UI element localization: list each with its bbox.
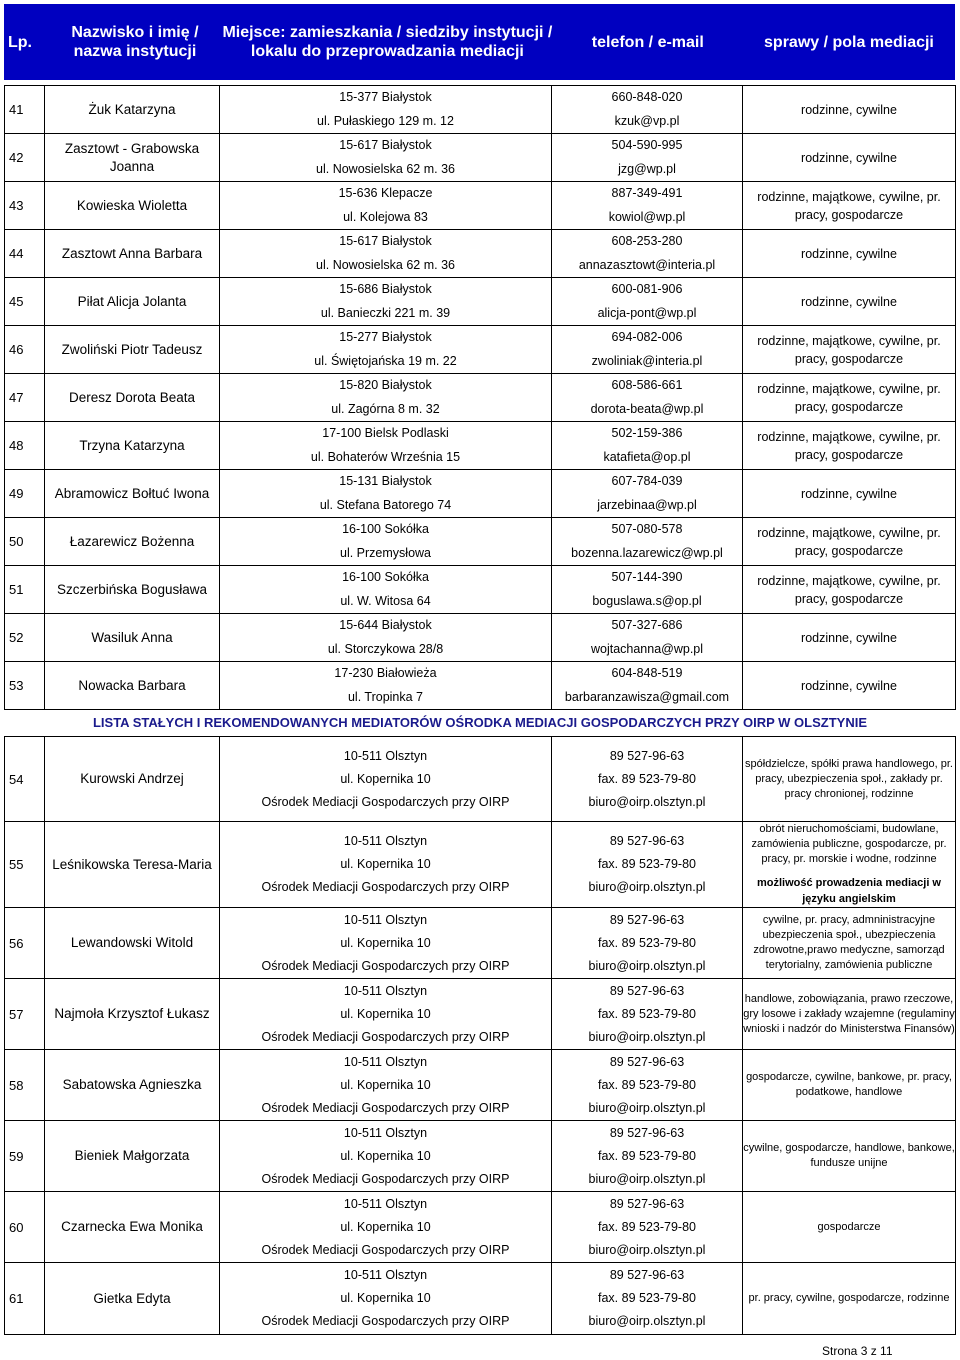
address-street: ul. Kopernika 10 xyxy=(340,1148,431,1163)
address-street: ul. Kopernika 10 xyxy=(340,935,431,950)
table-row xyxy=(5,614,956,662)
phone-number: 89 527-96-63 xyxy=(609,748,685,763)
mediator-address xyxy=(220,908,552,979)
mediator-name: Wasiluk Anna xyxy=(45,614,220,662)
language-note: możliwość prowadzenia mediacji w języku angielskim xyxy=(757,877,941,905)
header-contact: telefon / e-mail xyxy=(591,33,704,51)
address-city: 10-511 Olsztyn xyxy=(343,748,428,763)
table-row xyxy=(5,908,956,979)
mediator-contact xyxy=(552,1121,743,1192)
address-street: ul. Nowosielska 62 m. 36 xyxy=(316,257,455,272)
mediation-scope: rodzinne, cywilne xyxy=(743,230,956,278)
email-address: wojtachanna@wp.pl xyxy=(590,641,704,656)
mediation-scope xyxy=(743,908,956,979)
mediation-scope xyxy=(743,1050,956,1121)
row-number: 52 xyxy=(5,614,45,662)
header-lp: Lp. xyxy=(8,33,32,51)
email-address: barbaranzawisza@gmail.com xyxy=(564,689,730,704)
fax-number: fax. 89 523-79-80 xyxy=(598,1077,696,1092)
row-number: 43 xyxy=(5,182,45,230)
mediator-contact xyxy=(552,1050,743,1121)
phone-number: 660-848-020 xyxy=(611,90,683,104)
address-city: 15-686 Białystok xyxy=(339,282,432,296)
mediation-scope-text: cywilne, pr. pracy, admninistracyjne ubezpieczenia społ., ubezpieczenia zdrowotne,prawo medyczne, samorząd terytorialny, zamówienia publiczne xyxy=(753,914,945,971)
row-number: 47 xyxy=(5,374,45,422)
mediation-scope: rodzinne, majątkowe, cywilne, pr. pracy, gospodarcze xyxy=(743,374,956,422)
mediator-name: Zasztowt - Grabowska Joanna xyxy=(45,134,220,182)
header-scope: sprawy / pola mediacji xyxy=(764,33,934,51)
address-street: ul. Kopernika 10 xyxy=(340,1219,431,1234)
mediation-scope: rodzinne, majątkowe, cywilne, pr. pracy, gospodarcze xyxy=(743,326,956,374)
address-street: ul. Kopernika 10 xyxy=(340,857,431,871)
fax-number: fax. 89 523-79-80 xyxy=(598,1148,696,1163)
mediator-contact xyxy=(552,614,743,662)
mediator-name: Piłat Alicja Jolanta xyxy=(45,278,220,326)
address-city: 16-100 Sokółka xyxy=(342,522,429,536)
row-number: 56 xyxy=(5,908,45,979)
address-institution: Ośrodek Mediacji Gospodarczych przy OIRP xyxy=(261,1314,510,1328)
mediation-scope: rodzinne, majątkowe, cywilne, pr. pracy, gospodarcze xyxy=(743,518,956,566)
email-address: kzuk@vp.pl xyxy=(614,113,680,128)
phone-number: 608-253-280 xyxy=(611,234,683,248)
mediator-contact xyxy=(552,374,743,422)
phone-number: 507-327-686 xyxy=(611,618,683,632)
address-institution: Ośrodek Mediacji Gospodarczych przy OIRP xyxy=(261,1242,510,1257)
row-number: 54 xyxy=(5,737,45,822)
mediator-contact xyxy=(552,566,743,614)
address-city: 15-377 Białystok xyxy=(339,90,432,104)
mediator-name: Bieniek Małgorzata xyxy=(45,1121,220,1192)
mediation-scope-text: spółdzielcze, spółki prawa handlowego, pr. pracy, ubezpieczenia społ., zakłady pr. pracy chronionej, rodzinne xyxy=(745,757,953,800)
address-city: 10-511 Olsztyn xyxy=(343,912,428,927)
mediator-contact xyxy=(552,470,743,518)
mediator-address xyxy=(220,1263,552,1335)
email-address: biuro@oirp.olsztyn.pl xyxy=(588,1314,706,1328)
mediator-contact xyxy=(552,979,743,1050)
mediator-name: Nowacka Barbara xyxy=(45,662,220,710)
row-number: 59 xyxy=(5,1121,45,1192)
address-street: ul. Przemysłowa xyxy=(340,545,431,560)
table-row xyxy=(5,326,956,374)
address-city: 10-511 Olsztyn xyxy=(343,1054,428,1069)
address-city: 17-100 Bielsk Podlaski xyxy=(322,426,449,440)
mediator-contact xyxy=(552,182,743,230)
table-row xyxy=(5,86,956,134)
email-address: biuro@oirp.olsztyn.pl xyxy=(588,1242,706,1257)
email-address: jarzebinaa@wp.pl xyxy=(597,497,697,512)
mediation-scope xyxy=(743,822,956,908)
mediator-name: Trzyna Katarzyna xyxy=(45,422,220,470)
email-address: biuro@oirp.olsztyn.pl xyxy=(588,958,706,973)
fax-number: fax. 89 523-79-80 xyxy=(598,771,696,786)
mediator-contact xyxy=(552,662,743,710)
table-row xyxy=(5,1192,956,1263)
mediator-name: Leśnikowska Teresa-Maria xyxy=(45,822,220,908)
phone-number: 89 527-96-63 xyxy=(609,1196,685,1211)
olsztyn-list-title: LISTA STAŁYCH I REKOMENDOWANYCH MEDIATORÓW OŚRODKA MEDIACJI GOSPODARCZYCH PRZY OIRP W OLSZTYNIE xyxy=(92,715,867,730)
address-street: ul. Pułaskiego 129 m. 12 xyxy=(317,113,454,128)
mediation-scope-text: gospodarcze xyxy=(817,1220,881,1233)
phone-number: 89 527-96-63 xyxy=(609,834,685,848)
address-city: 17-230 Białowieża xyxy=(334,666,437,680)
header-place: Miejsce: zamieszkania / siedziby instytucji / lokalu do przeprowadzania mediacji xyxy=(222,24,553,60)
row-number: 42 xyxy=(5,134,45,182)
fax-number: fax. 89 523-79-80 xyxy=(598,1006,696,1021)
row-number: 55 xyxy=(5,822,45,908)
table-row xyxy=(5,182,956,230)
mediator-name: Lewandowski Witold xyxy=(45,908,220,979)
header-name: Nazwisko i imię / nazwa instytucji xyxy=(71,24,199,60)
table-row xyxy=(5,1121,956,1192)
row-number: 44 xyxy=(5,230,45,278)
mediator-name: Czarnecka Ewa Monika xyxy=(45,1192,220,1263)
fax-number: fax. 89 523-79-80 xyxy=(598,857,696,871)
table-row xyxy=(5,979,956,1050)
mediator-contact xyxy=(552,737,743,822)
table-row xyxy=(5,518,956,566)
address-street: ul. Bohaterów Września 15 xyxy=(310,449,461,464)
mediator-address xyxy=(220,822,552,908)
email-address: jzg@wp.pl xyxy=(618,161,676,176)
mediator-address xyxy=(220,422,552,470)
mediator-name: Abramowicz Bołtuć Iwona xyxy=(45,470,220,518)
address-institution: Ośrodek Mediacji Gospodarczych przy OIRP xyxy=(261,958,510,973)
mediation-scope xyxy=(743,1263,956,1335)
page-number: Strona 3 z 11 xyxy=(822,1344,893,1358)
email-address: biuro@oirp.olsztyn.pl xyxy=(588,880,706,894)
email-address: zwoliniak@interia.pl xyxy=(591,353,703,368)
mediation-scope-text: handlowe, zobowiązania, prawo rzeczowe, gry losowe i zakłady wzajemne (regulaminy wnioski i nadzór do Ministerstwa Finansów) xyxy=(743,992,955,1035)
address-city: 10-511 Olsztyn xyxy=(343,983,428,998)
mediator-contact xyxy=(552,1263,743,1335)
mediator-contact xyxy=(552,278,743,326)
mediation-scope: rodzinne, cywilne xyxy=(743,470,956,518)
fax-number: fax. 89 523-79-80 xyxy=(598,935,696,950)
table-row xyxy=(5,737,956,822)
address-street: ul. Nowosielska 62 m. 36 xyxy=(316,161,455,176)
address-city: 10-511 Olsztyn xyxy=(343,1125,428,1140)
address-city: 15-617 Białystok xyxy=(339,138,432,152)
mediator-name: Kowieska Wioletta xyxy=(45,182,220,230)
address-street: ul. Świętojańska 19 m. 22 xyxy=(314,353,457,368)
mediator-contact xyxy=(552,1192,743,1263)
email-address: biuro@oirp.olsztyn.pl xyxy=(588,1100,706,1115)
phone-number: 694-082-006 xyxy=(611,330,683,344)
email-address: biuro@oirp.olsztyn.pl xyxy=(588,1171,706,1186)
table-row xyxy=(5,566,956,614)
mediator-name: Szczerbińska Bogusława xyxy=(45,566,220,614)
phone-number: 89 527-96-63 xyxy=(609,1268,685,1282)
row-number: 46 xyxy=(5,326,45,374)
table-row xyxy=(5,230,956,278)
row-number: 48 xyxy=(5,422,45,470)
mediation-scope-text: obrót nieruchomościami, budowlane, zamówienia publiczne, gospodarcze, pr. pracy, pr. morskie i wodne, rodzinne xyxy=(751,823,947,865)
table-row xyxy=(5,822,956,908)
mediator-address xyxy=(220,1121,552,1192)
table-row xyxy=(5,1263,956,1335)
mediation-scope xyxy=(743,1121,956,1192)
mediator-contact xyxy=(552,822,743,908)
address-street: ul. Banieczki 221 m. 39 xyxy=(320,305,451,320)
mediator-contact xyxy=(552,86,743,134)
row-number: 58 xyxy=(5,1050,45,1121)
table-row xyxy=(5,662,956,710)
mediator-name: Sabatowska Agnieszka xyxy=(45,1050,220,1121)
mediation-scope-text: pr. pracy, cywilne, gospodarcze, rodzinne xyxy=(748,1292,950,1304)
banner-row xyxy=(5,710,956,737)
address-city: 10-511 Olsztyn xyxy=(343,1268,428,1282)
address-institution: Ośrodek Mediacji Gospodarczych przy OIRP xyxy=(261,1100,510,1115)
mediation-scope-text: cywilne, gospodarcze, handlowe, bankowe, fundusze unijne xyxy=(743,1142,955,1169)
phone-number: 89 527-96-63 xyxy=(609,983,685,998)
mediation-scope: rodzinne, cywilne xyxy=(743,614,956,662)
mediator-address xyxy=(220,1050,552,1121)
mediator-address xyxy=(220,518,552,566)
row-number: 51 xyxy=(5,566,45,614)
mediator-address xyxy=(220,278,552,326)
mediation-scope xyxy=(743,737,956,822)
address-street: ul. Kopernika 10 xyxy=(340,1006,431,1021)
mediator-name: Łazarewicz Bożenna xyxy=(45,518,220,566)
phone-number: 607-784-039 xyxy=(611,474,683,488)
address-city: 15-131 Białystok xyxy=(339,474,432,488)
mediation-scope xyxy=(743,1192,956,1263)
address-institution: Ośrodek Mediacji Gospodarczych przy OIRP xyxy=(261,880,510,894)
mediator-address xyxy=(220,662,552,710)
phone-number: 89 527-96-63 xyxy=(609,912,685,927)
row-number: 61 xyxy=(5,1263,45,1335)
table-row xyxy=(5,374,956,422)
table-row xyxy=(5,134,956,182)
address-city: 15-277 Białystok xyxy=(339,330,432,344)
address-street: ul. Kopernika 10 xyxy=(340,771,431,786)
row-number: 57 xyxy=(5,979,45,1050)
mediator-name: Najmoła Krzysztof Łukasz xyxy=(45,979,220,1050)
phone-number: 89 527-96-63 xyxy=(609,1054,685,1069)
table-row xyxy=(5,470,956,518)
phone-number: 89 527-96-63 xyxy=(609,1125,685,1140)
address-city: 15-636 Klepacze xyxy=(338,186,433,200)
fax-number: fax. 89 523-79-80 xyxy=(598,1291,696,1305)
mediation-scope: rodzinne, cywilne xyxy=(743,662,956,710)
fax-number: fax. 89 523-79-80 xyxy=(598,1219,696,1234)
email-address: alicja-pont@wp.pl xyxy=(597,305,697,320)
row-number: 41 xyxy=(5,86,45,134)
address-street: ul. Kopernika 10 xyxy=(340,1291,431,1305)
address-city: 16-100 Sokółka xyxy=(342,570,429,584)
mediator-contact xyxy=(552,422,743,470)
mediator-contact xyxy=(552,908,743,979)
row-number: 50 xyxy=(5,518,45,566)
address-street: ul. Zagórna 8 m. 32 xyxy=(331,401,440,416)
address-institution: Ośrodek Mediacji Gospodarczych przy OIRP xyxy=(261,1029,510,1044)
mediator-contact xyxy=(552,518,743,566)
table-row xyxy=(5,278,956,326)
email-address: katafieta@op.pl xyxy=(603,449,691,464)
email-address: annazasztowt@interia.pl xyxy=(578,257,716,272)
mediation-scope: rodzinne, majątkowe, cywilne, pr. pracy, gospodarcze xyxy=(743,422,956,470)
mediator-address xyxy=(220,470,552,518)
phone-number: 608-586-661 xyxy=(611,378,683,392)
address-city: 15-644 Białystok xyxy=(339,618,432,632)
mediator-name: Gietka Edyta xyxy=(45,1263,220,1335)
mediator-name: Zasztowt Anna Barbara xyxy=(45,230,220,278)
mediator-contact xyxy=(552,134,743,182)
mediator-name: Deresz Dorota Beata xyxy=(45,374,220,422)
address-institution: Ośrodek Mediacji Gospodarczych przy OIRP xyxy=(261,1171,510,1186)
phone-number: 502-159-386 xyxy=(611,426,683,440)
mediator-name: Zwoliński Piotr Tadeusz xyxy=(45,326,220,374)
address-institution: Ośrodek Mediacji Gospodarczych przy OIRP xyxy=(261,794,510,809)
mediator-address xyxy=(220,86,552,134)
phone-number: 507-144-390 xyxy=(611,570,683,584)
address-city: 10-511 Olsztyn xyxy=(343,1196,428,1211)
mediator-address xyxy=(220,614,552,662)
mediation-scope: rodzinne, majątkowe, cywilne, pr. pracy, gospodarcze xyxy=(743,182,956,230)
mediator-name: Żuk Katarzyna xyxy=(45,86,220,134)
mediation-scope: rodzinne, cywilne xyxy=(743,134,956,182)
phone-number: 507-080-578 xyxy=(611,522,683,536)
mediator-address xyxy=(220,374,552,422)
address-street: ul. Storczykowa 28/8 xyxy=(327,641,444,656)
mediation-scope: rodzinne, cywilne xyxy=(743,278,956,326)
address-city: 15-820 Białystok xyxy=(339,378,432,392)
address-street: ul. Stefana Batorego 74 xyxy=(319,497,452,512)
email-address: biuro@oirp.olsztyn.pl xyxy=(588,794,706,809)
mediator-address xyxy=(220,134,552,182)
address-street: ul. Kopernika 10 xyxy=(340,1077,431,1092)
table-row xyxy=(5,1050,956,1121)
address-street: ul. W. Witosa 64 xyxy=(340,593,431,608)
phone-number: 600-081-906 xyxy=(611,282,683,296)
phone-number: 887-349-491 xyxy=(611,186,683,200)
mediation-scope-text: gospodarcze, cywilne, bankowe, pr. pracy, podatkowe, handlowe xyxy=(746,1071,952,1098)
mediators-table xyxy=(4,85,956,1335)
table-row xyxy=(5,422,956,470)
row-number: 60 xyxy=(5,1192,45,1263)
email-address: biuro@oirp.olsztyn.pl xyxy=(588,1029,706,1044)
row-number: 53 xyxy=(5,662,45,710)
mediator-address xyxy=(220,230,552,278)
mediator-address xyxy=(220,737,552,822)
mediator-contact xyxy=(552,326,743,374)
address-street: ul. Tropinka 7 xyxy=(347,689,424,704)
address-street: ul. Kolejowa 83 xyxy=(343,209,428,224)
mediator-address xyxy=(220,1192,552,1263)
email-address: boguslawa.s@op.pl xyxy=(592,593,702,608)
mediator-address xyxy=(220,979,552,1050)
table-header xyxy=(4,4,955,80)
mediator-address xyxy=(220,326,552,374)
mediator-name: Kurowski Andrzej xyxy=(45,737,220,822)
phone-number: 604-848-519 xyxy=(611,666,683,680)
mediation-scope: rodzinne, cywilne xyxy=(743,86,956,134)
address-city: 15-617 Białystok xyxy=(339,234,432,248)
mediator-contact xyxy=(552,230,743,278)
email-address: dorota-beata@wp.pl xyxy=(590,401,704,416)
mediator-address xyxy=(220,182,552,230)
email-address: kowiol@wp.pl xyxy=(608,209,686,224)
mediation-scope: rodzinne, majątkowe, cywilne, pr. pracy, gospodarcze xyxy=(743,566,956,614)
email-address: bozenna.lazarewicz@wp.pl xyxy=(571,545,723,560)
row-number: 45 xyxy=(5,278,45,326)
row-number: 49 xyxy=(5,470,45,518)
address-city: 10-511 Olsztyn xyxy=(343,834,428,848)
mediator-address xyxy=(220,566,552,614)
page xyxy=(4,4,955,1335)
phone-number: 504-590-995 xyxy=(611,138,683,152)
mediation-scope xyxy=(743,979,956,1050)
